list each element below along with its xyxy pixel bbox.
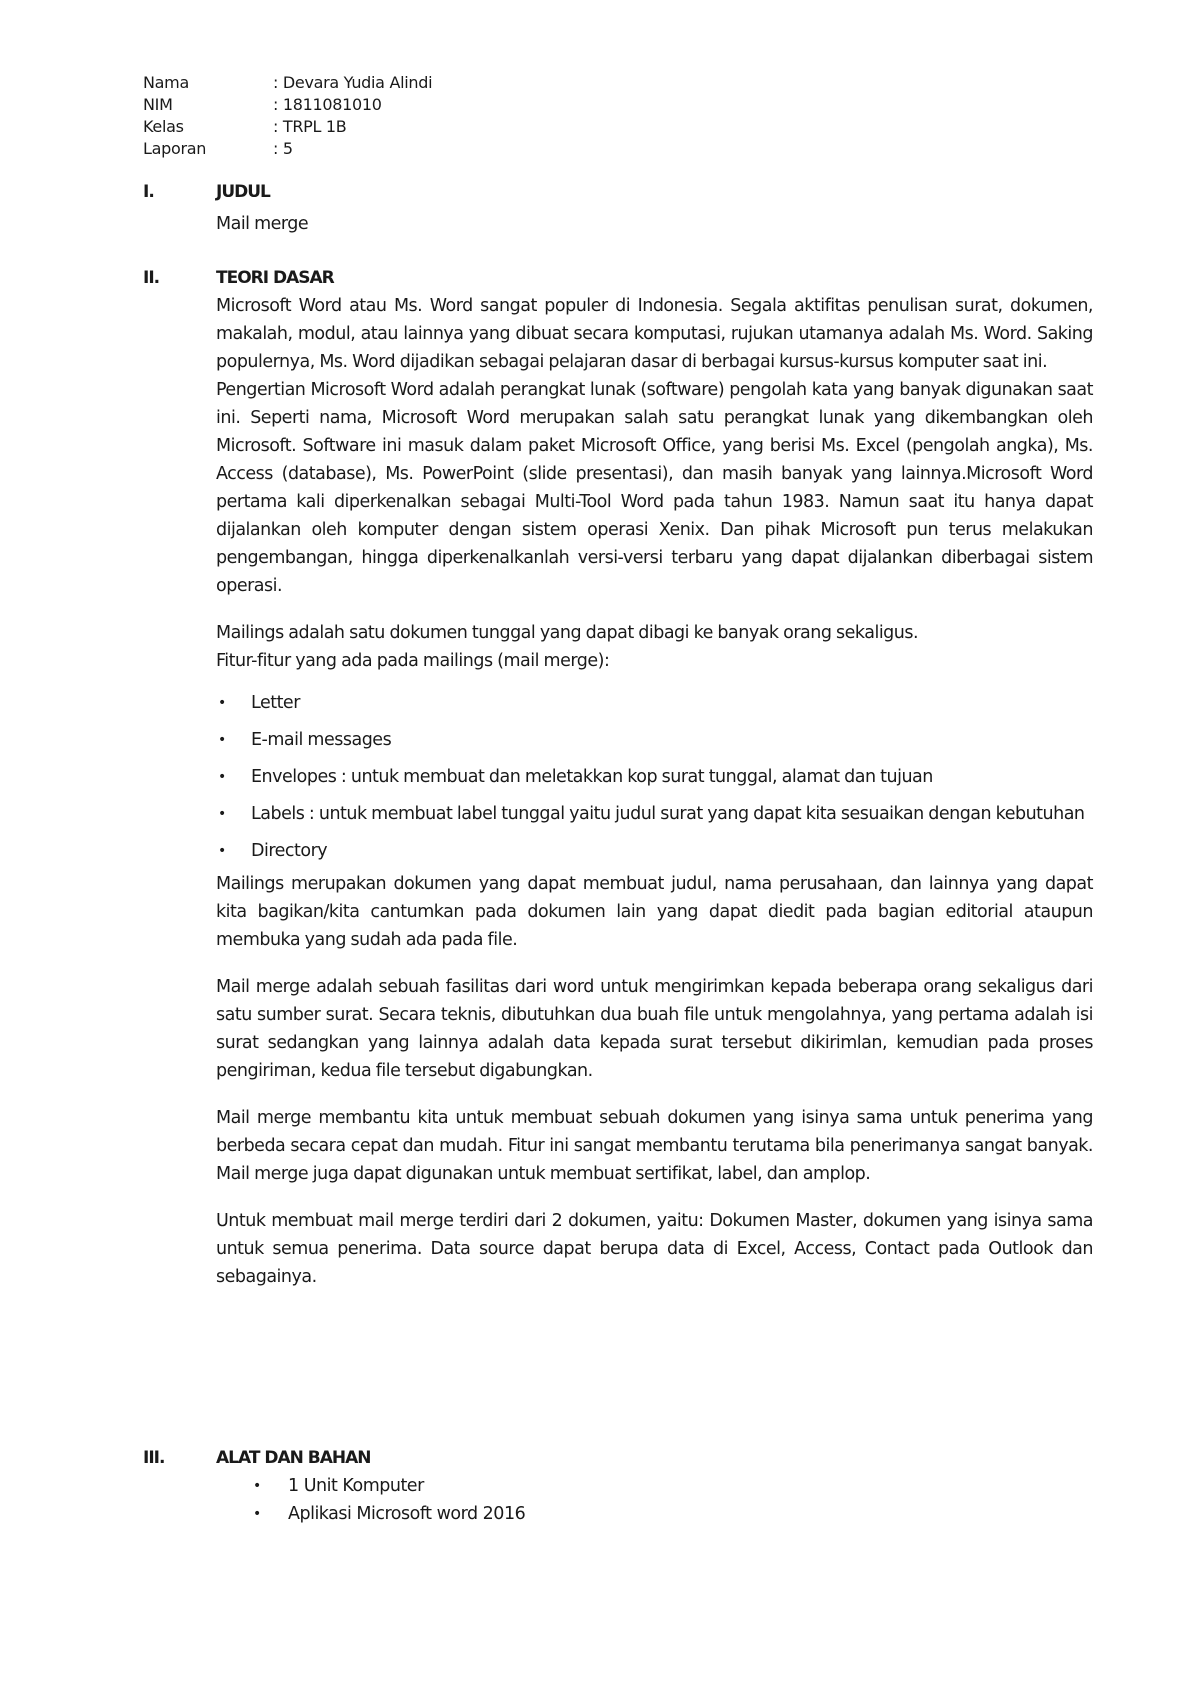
section-number: I. [143,182,154,202]
info-value: : Devara Yudia Alindi [273,73,433,92]
bullet-icon: • [218,806,226,822]
bullet-icon: • [253,1478,261,1494]
section-number: III. [143,1448,165,1468]
section-title: TEORI DASAR [216,268,334,288]
spacer [216,1188,1093,1207]
paragraph: Fitur-fitur yang ada pada mailings (mail merge): [216,651,610,671]
bullet-icon: • [218,769,226,785]
bullet-icon: • [218,843,226,859]
section-body [216,210,1093,238]
info-value: : 1811081010 [273,95,382,114]
feature-list [216,685,1093,870]
list-item: • E-mail messages [216,722,1093,759]
list-item: • Envelopes : untuk membuat dan meletakkan kop surat tunggal, alamat dan tujuan [216,759,1093,796]
list-item: • Labels : untuk membuat label tunggal yaitu judul surat yang dapat kita sesuaikan dengan kebutuhan [216,796,1093,833]
info-label: Nama [143,73,189,92]
info-label: Laporan [143,139,207,158]
paragraph: Pengertian Microsoft Word adalah perangkat lunak (software) pengolah kata yang banyak digunakan saat ini. Seperti nama, Microsoft Word merupakan salah satu perangkat lunak yang dikembangkan oleh Microsoft. Software ini masuk dalam paket Microsoft Office, yang berisi Ms. Excel (pengolah angka), Ms. Access (database), Ms. PowerPoint (slide presentasi), dan masih banyak yang lainnya.Microsoft Word pertama kali diperkenalkan sebagai Multi-Tool Word pada tahun 1983. Namun saat itu hanya dapat dijalankan oleh komputer dengan sistem operasi Xenix. Dan pihak Microsoft pun terus melakukan pengembangan, hingga diperkenalkanlah versi-versi terbaru yang dapat dijalankan diberbagai sistem operasi. [216,380,1093,596]
judul-content: Mail merge [216,214,309,234]
list-item: • Directory [216,833,1093,870]
section-title: ALAT DAN BAHAN [216,1448,371,1468]
info-value: : TRPL 1B [273,117,347,136]
spacer [216,600,1093,619]
paragraph: Microsoft Word atau Ms. Word sangat populer di Indonesia. Segala aktifitas penulisan surat, dokumen, makalah, modul, atau lainnya yang dibuat secara komputasi, rujukan utamanya adalah Ms. Word. Saking populernya, Ms. Word dijadikan sebagai pelajaran dasar di berbagai kursus-kursus komputer saat ini. [216,296,1093,372]
paragraph: Untuk membuat mail merge terdiri dari 2 dokumen, yaitu: Dokumen Master, dokumen yang isinya sama untuk semua penerima. Data source dapat berupa data di Excel, Access, Contact pada Outlook dan sebagainya. [216,1211,1093,1287]
info-row-nama [143,72,432,94]
section-body [216,292,1093,1291]
student-info [143,72,432,160]
materials-list [253,1472,1093,1528]
list-item: • 1 Unit Komputer [253,1472,1093,1500]
bullet-icon: • [253,1506,261,1522]
info-row-laporan [143,138,432,160]
list-item: • Aplikasi Microsoft word 2016 [253,1500,1093,1528]
spacer [216,954,1093,973]
info-label: Kelas [143,117,184,136]
paragraph: Mail merge adalah sebuah fasilitas dari word untuk mengirimkan kepada beberapa orang sekaligus dari satu sumber surat. Secara teknis, dibutuhkan dua buah file untuk mengolahnya, yang pertama adalah isi surat sedangkan yang lainnya adalah data kepada surat tersebut dikirimlan, kemudian pada proses pengiriman, kedua file tersebut digabungkan. [216,977,1093,1081]
section-heading [143,182,1093,206]
info-value: : 5 [273,139,293,158]
section-judul [143,182,1093,238]
section-number: II. [143,268,160,288]
section-heading [143,268,1093,292]
bullet-icon: • [218,732,226,748]
info-row-nim [143,94,432,116]
paragraph: Mailings merupakan dokumen yang dapat membuat judul, nama perusahaan, dan lainnya yang dapat kita bagikan/kita cantumkan pada dokumen lain yang dapat diedit pada bagian editorial ataupun membuka yang sudah ada pada file. [216,874,1093,950]
paragraph: Mail merge membantu kita untuk membuat sebuah dokumen yang isinya sama untuk penerima yang berbeda secara cepat dan mudah. Fitur ini sangat membantu terutama bila penerimanya sangat banyak. Mail merge juga dapat digunakan untuk membuat sertifikat, label, dan amplop. [216,1108,1093,1184]
list-item: • Letter [216,685,1093,722]
paragraph: Mailings adalah satu dokumen tunggal yang dapat dibagi ke banyak orang sekaligus. [216,623,919,643]
section-title: JUDUL [216,182,270,202]
section-alat-bahan [143,1448,1093,1528]
info-label: NIM [143,95,173,114]
section-heading [143,1448,1093,1472]
section-teori-dasar [143,268,1093,1291]
spacer [216,1085,1093,1104]
bullet-icon: • [218,695,226,711]
info-row-kelas [143,116,432,138]
